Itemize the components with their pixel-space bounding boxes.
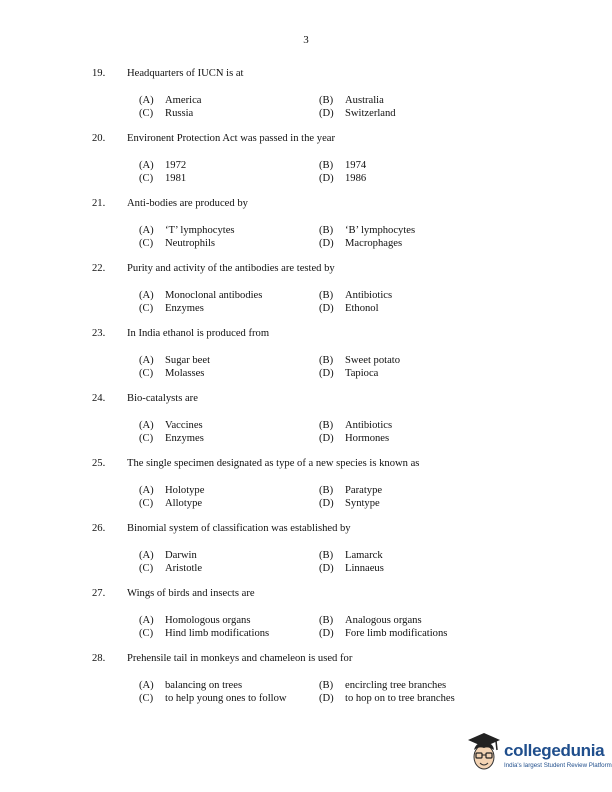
question-text: Purity and activity of the antibodies are tested by <box>127 263 335 274</box>
option-c: (C) to help young ones to follow <box>139 693 287 704</box>
question-number: 22. <box>92 263 106 274</box>
question-20 <box>0 133 612 193</box>
option-d: (D) Tapioca <box>319 368 379 379</box>
question-text: Bio-catalysts are <box>127 393 198 404</box>
option-c: (C) 1981 <box>139 173 187 184</box>
option-a: (A) 1972 <box>139 160 187 171</box>
option-a: (A) ‘T’ lymphocytes <box>139 225 235 236</box>
question-number: 23. <box>92 328 106 339</box>
option-c: (C) Molasses <box>139 368 205 379</box>
option-b: (B) Lamarck <box>319 550 383 561</box>
question-25 <box>0 458 612 518</box>
question-text: Prehensile tail in monkeys and chameleon is used for <box>127 653 353 664</box>
option-a: (A) Vaccines <box>139 420 203 431</box>
option-a: (A) Holotype <box>139 485 205 496</box>
watermark-brand-name: collegedunia <box>504 741 605 760</box>
question-19 <box>0 68 612 128</box>
option-d: (D) Fore limb modifications <box>319 628 448 639</box>
option-c: (C) Russia <box>139 108 194 119</box>
question-number: 20. <box>92 133 106 144</box>
option-b: (B) Paratype <box>319 485 383 496</box>
option-b: (B) Antibiotics <box>319 420 393 431</box>
option-d: (D) Macrophages <box>319 238 403 249</box>
question-number: 24. <box>92 393 106 404</box>
question-23 <box>0 328 612 388</box>
option-a: (A) balancing on trees <box>139 680 243 691</box>
question-28 <box>0 653 612 713</box>
watermark-tagline: India's largest Student Review Platform <box>504 762 612 769</box>
option-a: (A) Darwin <box>139 550 197 561</box>
option-b: (B) Sweet potato <box>319 355 401 366</box>
question-text: Binomial system of classification was established by <box>127 523 351 534</box>
option-c: (C) Enzymes <box>139 433 204 444</box>
question-number: 19. <box>92 68 106 79</box>
mascot-face-icon <box>466 730 502 772</box>
option-b: (B) Analogous organs <box>319 615 422 626</box>
option-b: (B) Antibiotics <box>319 290 393 301</box>
question-24 <box>0 393 612 453</box>
page-number: 3 <box>303 34 309 46</box>
option-c: (C) Enzymes <box>139 303 204 314</box>
question-text: In India ethanol is produced from <box>127 328 270 339</box>
question-text: Environent Protection Act was passed in the year <box>127 133 335 144</box>
option-d: (D) to hop on to tree branches <box>319 693 455 704</box>
question-number: 21. <box>92 198 106 209</box>
option-d: (D) Switzerland <box>319 108 396 119</box>
option-c: (C) Allotype <box>139 498 203 509</box>
option-a: (A) Homologous organs <box>139 615 251 626</box>
option-d: (D) Syntype <box>319 498 380 509</box>
question-text: The single specimen designated as type of a new species is known as <box>127 458 420 469</box>
question-number: 28. <box>92 653 106 664</box>
option-b: (B) encircling tree branches <box>319 680 447 691</box>
question-text: Headquarters of IUCN is at <box>127 68 244 79</box>
question-number: 27. <box>92 588 106 599</box>
question-26 <box>0 523 612 583</box>
question-text: Anti-bodies are produced by <box>127 198 248 209</box>
option-c: (C) Aristotle <box>139 563 203 574</box>
option-d: (D) 1986 <box>319 173 367 184</box>
question-number: 26. <box>92 523 106 534</box>
option-b: (B) Australia <box>319 95 384 106</box>
option-a: (A) Sugar beet <box>139 355 211 366</box>
option-c: (C) Neutrophils <box>139 238 216 249</box>
option-a: (A) Monoclonal antibodies <box>139 290 263 301</box>
question-number: 25. <box>92 458 106 469</box>
option-d: (D) Linnaeus <box>319 563 384 574</box>
question-22 <box>0 263 612 323</box>
option-a: (A) America <box>139 95 202 106</box>
option-c: (C) Hind limb modifications <box>139 628 270 639</box>
question-27 <box>0 588 612 648</box>
option-d: (D) Hormones <box>319 433 390 444</box>
option-b: (B) 1974 <box>319 160 367 171</box>
question-21 <box>0 198 612 258</box>
option-d: (D) Ethonol <box>319 303 379 314</box>
option-b: (B) ‘B’ lymphocytes <box>319 225 416 236</box>
question-text: Wings of birds and insects are <box>127 588 255 599</box>
